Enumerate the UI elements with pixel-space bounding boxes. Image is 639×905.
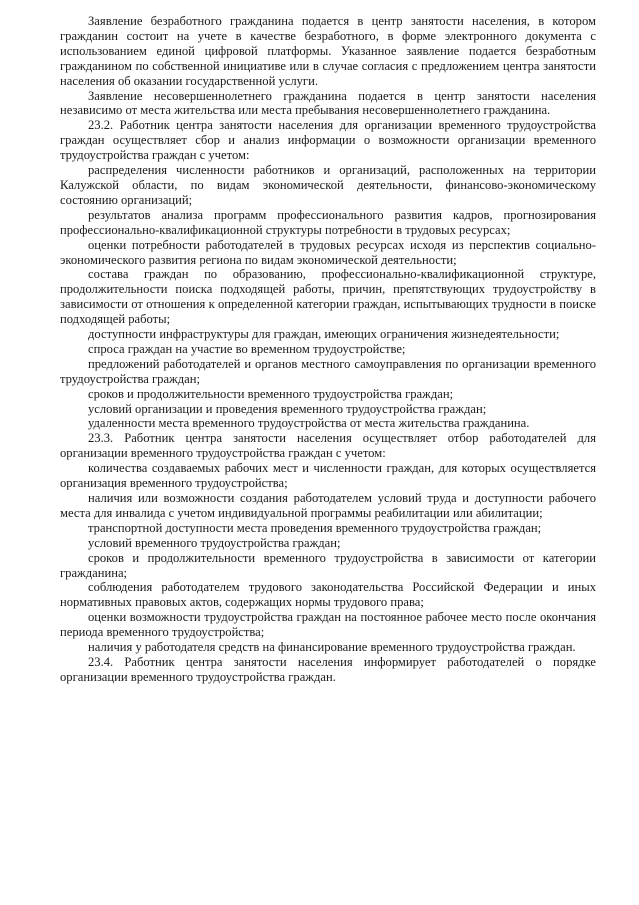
list-item: оценки потребности работодателей в трудовых ресурсах исходя из перспектив социально-экономического развития региона по видам экономической деятельности; — [60, 237, 596, 267]
list-item: сроков и продолжительности временного трудоустройства в зависимости от категории гражданина; — [60, 550, 596, 580]
paragraph-application-unemployed: Заявление безработного гражданина подается в центр занятости населения, в котором гражданин состоит на учете в качестве безработного, в форме электронного документа с использованием единой цифровой платформы. Указанное заявление подается безработным гражданином по собственной инициативе или в случае согласия с предложением центра занятости населения об оказании государственной услуги. — [60, 14, 596, 88]
list-item: доступности инфраструктуры для граждан, имеющих ограничения жизнедеятельности; — [88, 327, 560, 342]
paragraph-23-4: 23.4. Работник центра занятости населения информирует работодателей о порядке организации временного трудоустройства граждан. — [60, 654, 596, 684]
document-page — [60, 14, 596, 685]
list-item: результатов анализа программ профессионального развития кадров, прогнозирования профессионально-квалификационной структуры потребности в трудовых ресурсах; — [60, 207, 596, 237]
list-item: наличия или возможности создания работодателем условий труда и доступности рабочего места для инвалида с учетом индивидуальной программы реабилитации или абилитации; — [60, 491, 596, 520]
list-item: сроков и продолжительности временного трудоустройства граждан; — [88, 386, 454, 401]
paragraph-23-2: 23.2. Работник центра занятости населения для организации временного трудоустройства граждан осуществляет сбор и анализ информации о возможности организации временного трудоустройства граждан с учетом: — [60, 118, 596, 163]
list-item: предложений работодателей и органов местного самоуправления по организации временного трудоустройства граждан; — [60, 356, 596, 386]
list-item: количества создаваемых рабочих мест и численности граждан, для которых осуществляется организация временного трудоустройства; — [60, 461, 596, 491]
paragraph-application-minor: Заявление несовершеннолетнего гражданина подается в центр занятости населения независимо от места жительства или места пребывания несовершеннолетнего гражданина. — [60, 88, 596, 118]
list-item: распределения численности работников и организаций, расположенных на территории Калужской области, по видам экономической деятельности, финансово-экономическому состоянию организаций; — [60, 163, 596, 207]
list-item: наличия у работодателя средств на финансирование временного трудоустройства граждан. — [88, 640, 576, 655]
list-item: спроса граждан на участие во временном трудоустройстве; — [88, 341, 406, 356]
list-item: условий временного трудоустройства граждан; — [88, 535, 341, 550]
list-item: транспортной доступности места проведения временного трудоустройства граждан; — [88, 520, 542, 535]
list-item: соблюдения работодателем трудового законодательства Российской Федерации и иных нормативных правовых актов, содержащих нормы трудового права; — [60, 580, 596, 610]
paragraph-23-3: 23.3. Работник центра занятости населения осуществляет отбор работодателей для организации временного трудоустройства граждан с учетом: — [60, 431, 596, 461]
list-item: удаленности места временного трудоустройства от места жительства гражданина. — [88, 416, 530, 431]
list-item: условий организации и проведения временного трудоустройства граждан; — [88, 401, 487, 416]
list-item: состава граждан по образованию, профессионально-квалификационной структуре, продолжительности поиска подходящей работы, причин, препятствующих трудоустройству в зависимости от отношения к определенной категории граждан, испытывающих трудности в поиске подходящей работы; — [60, 267, 596, 327]
list-item: оценки возможности трудоустройства граждан на постоянное рабочее место после окончания периода временного трудоустройства; — [60, 610, 596, 640]
